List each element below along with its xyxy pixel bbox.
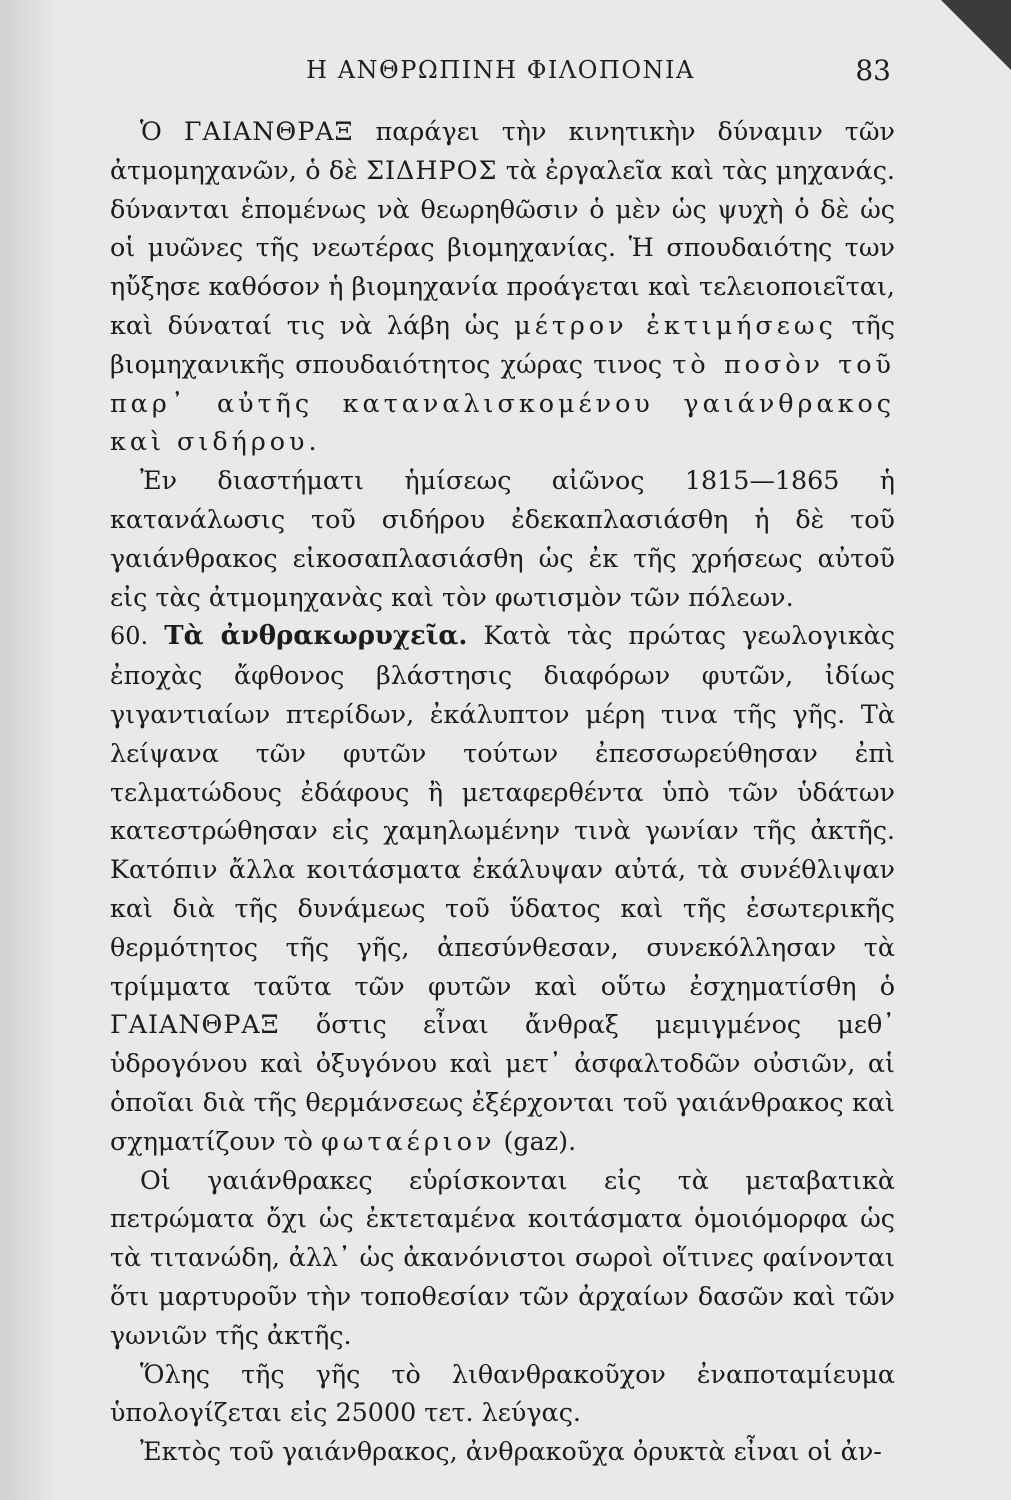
paragraph-5: Ὅλης τῆς γῆς τὸ λιθανθρακοῦχον ἐναποταμίευμα ὑπολογίζεται εἰς 25000 τετ. λεύγας. [110, 1358, 895, 1428]
spaced-phrase-quantity: τὸ ποσὸν τοῦ παρ᾽ αὐτῆς καταναλισκομένου γαιάνθρακος καὶ σιδήρου. [110, 348, 895, 457]
text-run: παράγει τὴν κινητικὴν δύναμιν τῶν ἀτμομηχανῶν, ὁ δὲ [110, 116, 895, 185]
text-run: ὅστις εἶναι ἄνθραξ μεμιγμένος μεθ᾽ ὑδρογόνου καὶ ὀξυγόνου καὶ μετ᾽ ἀσφαλτοδῶν οὐσιῶν, αἱ ὁποῖαι διὰ τῆς θερμάνσεως ἐξέρχονται τοῦ γαιάνθρακος καὶ σχηματίζουν τὸ [110, 1009, 895, 1156]
spaced-phrase-measure: μέτρον ἐκτιμήσεως [514, 309, 837, 340]
body-text [110, 112, 895, 1471]
term-coal: ΓΑΙΑΝΘΡΑΞ [183, 116, 354, 146]
text-run: τῆς βιομηχανικῆς σπουδαιότητος χώρας τινος [110, 309, 895, 379]
page-shadow [0, 0, 60, 1500]
section-heading: Τὰ ἀνθρακωρυχεῖα. [164, 621, 468, 652]
section-number: 60. [110, 622, 149, 651]
text-run: Ὁ [140, 116, 184, 146]
term-iron: ΣΙΔΗΡΟΣ [366, 154, 498, 185]
text-run: Κατὰ τὰς πρώτας γεωλογικὰς ἐποχὰς ἄφθονος βλάστησις διαφόρων φυτῶν, ἰδίως γιγαντιαίων πτερίδων, ἐκάλυπτον μέρη τινα τῆς γῆς. Τὰ λείψανα τῶν φυτῶν τούτων ἐπεσσωρεύθησαν ἐπὶ τελματώδους ἐδάφους ἢ μεταφερθέντα ὑπὸ τῶν ὑδάτων κατεστρώθησαν εἰς χαμηλωμένην τινὰ γωνίαν τῆς ἀκτῆς. Κατόπιν ἄλλα κοιτάσματα ἐκάλυψαν αὐτά, τὰ συνέθλιψαν καὶ διὰ τῆς δυνάμεως τοῦ ὕδατος καὶ τῆς ἐσωτερικῆς θερμότητος τῆς γῆς, ἀπεσύνθεσαν, συνεκόλλησαν τὰ τρίμματα ταῦτα τῶν φυτῶν καὶ οὕτω ἐσχηματίσθη ὁ [110, 620, 896, 1001]
page-number: 83 [855, 54, 891, 87]
paragraph-4: Οἱ γαιάνθρακες εὑρίσκονται εἰς τὰ μεταβατικὰ πετρώματα ὄχι ὡς ἐκτεταμένα κοιτάσματα ὁμοιόμορφα ὡς τὰ τιτανώδη, ἀλλ᾽ ὡς ἀκανόνιστοι σωροὶ οἵτινες φαίνονται ὅτι μαρτυροῦν τὴν τοποθεσίαν τῶν ἀρχαίων δασῶν καὶ τῶν γωνιῶν τῆς ἀκτῆς. [110, 1164, 895, 1350]
paragraph-6: Ἐκτὸς τοῦ γαιάνθρακος, ἀνθρακοῦχα ὀρυκτὰ εἶναι οἱ ἀν- [140, 1436, 882, 1467]
term-coal-2: ΓΑΙΑΝΘΡΑΞ [110, 1009, 280, 1040]
paragraph-2: Ἐν διαστήματι ἡμίσεως αἰῶνος 1815—1865 ἡ κατανάλωσις τοῦ σιδήρου ἐδεκαπλασιάσθη ἡ δὲ τοῦ γαιάνθρακος εἰκοσαπλασιάσθη ὡς ἐκ τῆς χρήσεως αὐτοῦ εἰς τὰς ἀτμομηχανὰς καὶ τὸν φωτισμὸν τῶν πόλεων. [110, 465, 895, 612]
torn-corner [941, 0, 1011, 70]
section-60 [110, 616, 895, 1160]
spaced-word-gas: φωταέριον [320, 1125, 496, 1156]
paragraph-1 [110, 112, 895, 461]
text-run: τὰ ἐργαλεῖα καὶ τὰς μηχανάς. δύνανται ἑπομένως νὰ θεωρηθῶσιν ὁ μὲν ὡς ψυχὴ ὁ δὲ ὡς οἱ μυῶνες τῆς νεωτέρας βιομηχανίας. Ἡ σπουδαιότης των ηὔξησε καθόσον ἡ βιομηχανία προάγεται καὶ τελειοποιεῖται, καὶ δύναταί τις νὰ λάβη ὡς [110, 154, 895, 340]
text-run: (gaz). [495, 1125, 577, 1156]
running-title: Η ΑΝΘΡΩΠΙΝΗ ΦΙΛΟΠΟΝΙΑ [306, 56, 695, 84]
page-header [110, 56, 891, 96]
